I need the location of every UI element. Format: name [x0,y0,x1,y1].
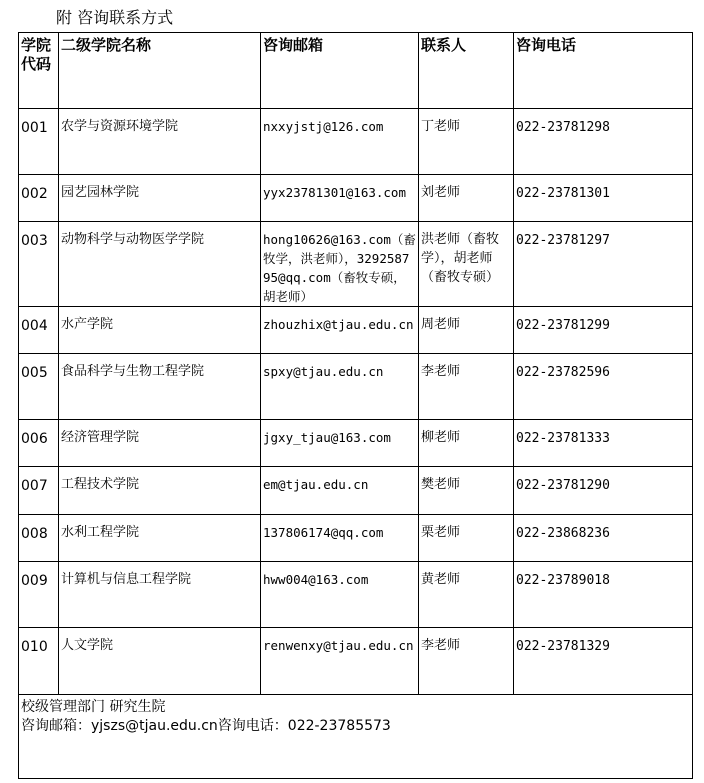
consult-phone: 022-23781299 [514,307,693,354]
header-name: 二级学院名称 [59,33,261,109]
college-name: 农学与资源环境学院 [59,109,261,175]
college-code: 003 [19,222,59,307]
table-row [19,109,693,175]
consult-email: yyx23781301@163.com [261,175,419,222]
contact-person: 洪老师（畜牧学），胡老师（畜牧专硕） [419,222,514,307]
college-code: 008 [19,515,59,562]
consult-email: renwenxy@tjau.edu.cn [261,628,419,695]
table-row [19,515,693,562]
contact-person: 樊老师 [419,467,514,515]
table-header-row [19,33,693,109]
consult-email: hong10626@163.com（畜牧学，洪老师），329258795@qq.com（畜牧专硕，胡老师） [261,222,419,307]
header-contact: 联系人 [419,33,514,109]
table-row [19,562,693,628]
college-code: 007 [19,467,59,515]
consult-phone: 022-23781297 [514,222,693,307]
college-name: 水产学院 [59,307,261,354]
college-name: 食品科学与生物工程学院 [59,354,261,420]
consult-email: nxxyjstj@126.com [261,109,419,175]
consult-email: zhouzhix@tjau.edu.cn [261,307,419,354]
college-code: 006 [19,420,59,467]
college-code: 002 [19,175,59,222]
college-code: 010 [19,628,59,695]
consult-email: jgxy_tjau@163.com [261,420,419,467]
contact-person: 刘老师 [419,175,514,222]
contact-person: 柳老师 [419,420,514,467]
consult-phone: 022-23868236 [514,515,693,562]
consult-phone: 022-23781290 [514,467,693,515]
consult-phone: 022-23782596 [514,354,693,420]
consult-email: em@tjau.edu.cn [261,467,419,515]
header-email: 咨询邮箱 [261,33,419,109]
college-name: 园艺园林学院 [59,175,261,222]
consult-email: hww004@163.com [261,562,419,628]
college-code: 009 [19,562,59,628]
contact-person: 李老师 [419,354,514,420]
college-name: 工程技术学院 [59,467,261,515]
college-code: 001 [19,109,59,175]
college-name: 动物科学与动物医学学院 [59,222,261,307]
page-title: 附 咨询联系方式 [56,8,174,27]
header-code: 学院代码 [19,33,59,109]
table-row [19,175,693,222]
table-row [19,628,693,695]
consult-phone: 022-23781301 [514,175,693,222]
contact-person: 栗老师 [419,515,514,562]
contact-person: 周老师 [419,307,514,354]
footer-department: 校级管理部门 研究生院 [21,699,166,715]
college-name: 计算机与信息工程学院 [59,562,261,628]
footer-cell [19,695,693,779]
contact-person: 李老师 [419,628,514,695]
consult-email: spxy@tjau.edu.cn [261,354,419,420]
footer-row [19,695,693,779]
contact-table [18,32,693,779]
college-name: 人文学院 [59,628,261,695]
consult-phone: 022-23781329 [514,628,693,695]
college-code: 005 [19,354,59,420]
table-row [19,420,693,467]
table-row [19,222,693,307]
consult-phone: 022-23781333 [514,420,693,467]
table-row [19,354,693,420]
footer-contact-info: 咨询邮箱：yjszs@tjau.edu.cn咨询电话：022-23785573 [21,718,391,734]
college-name: 经济管理学院 [59,420,261,467]
table-row [19,467,693,515]
consult-email: 137806174@qq.com [261,515,419,562]
consult-phone: 022-23781298 [514,109,693,175]
table-row [19,307,693,354]
consult-phone: 022-23789018 [514,562,693,628]
college-code: 004 [19,307,59,354]
contact-person: 黄老师 [419,562,514,628]
contact-person: 丁老师 [419,109,514,175]
college-name: 水利工程学院 [59,515,261,562]
header-phone: 咨询电话 [514,33,693,109]
